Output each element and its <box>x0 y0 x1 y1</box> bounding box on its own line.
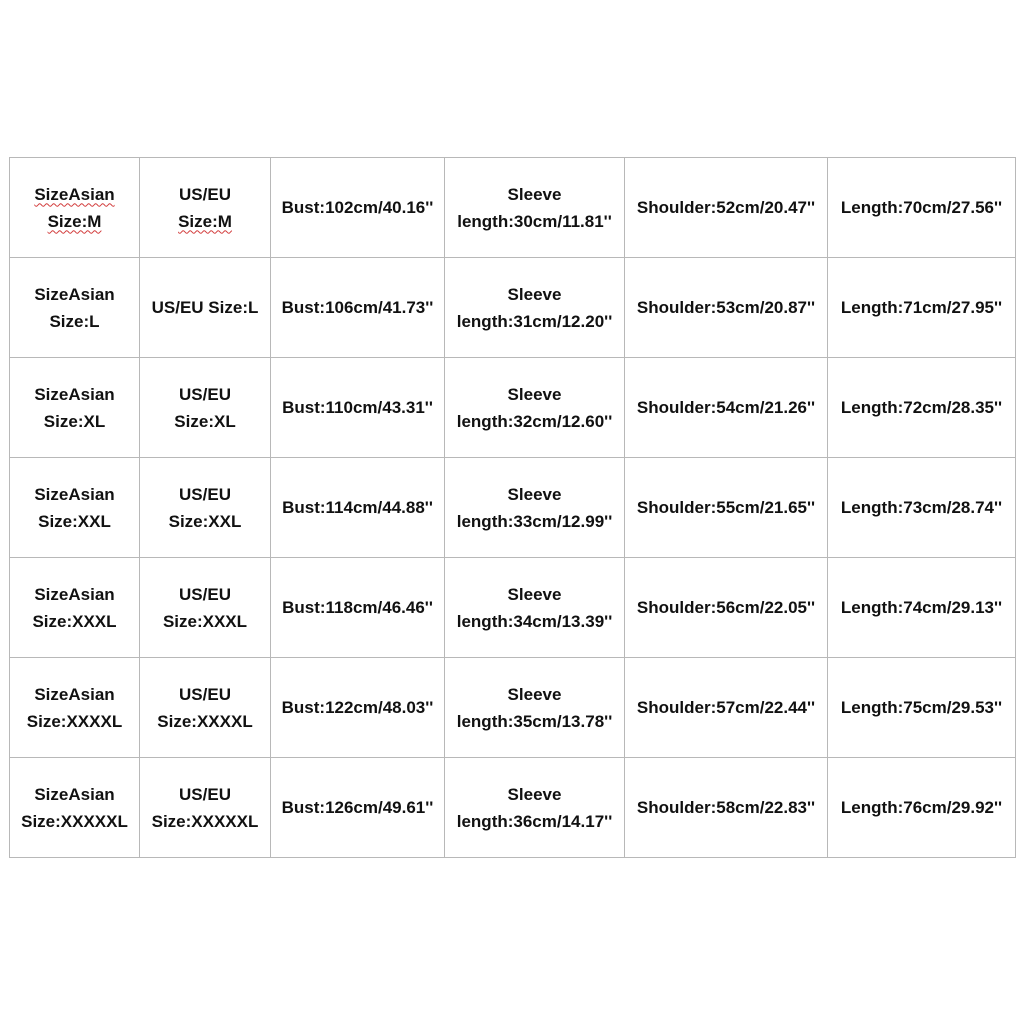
table-row <box>10 258 1016 358</box>
sleeve-value: length:32cm/12.60'' <box>456 411 613 431</box>
us-eu-size-label: US/EU <box>179 584 231 604</box>
length-cell: Length:74cm/29.13'' <box>828 558 1016 658</box>
sleeve-cell <box>445 758 625 858</box>
bust-cell: Bust:118cm/46.46'' <box>271 558 445 658</box>
length-cell: Length:71cm/27.95'' <box>828 258 1016 358</box>
sleeve-value: length:31cm/12.20'' <box>456 311 613 331</box>
shoulder-cell: Shoulder:52cm/20.47'' <box>625 158 828 258</box>
sleeve-label: Sleeve <box>507 684 562 704</box>
us-eu-size-cell <box>140 758 271 858</box>
us-eu-size-value: Size:XXXL <box>162 611 248 631</box>
asian-size-label: SizeAsian <box>34 484 115 504</box>
bust-cell: Bust:106cm/41.73'' <box>271 258 445 358</box>
sleeve-value: length:36cm/14.17'' <box>456 811 613 831</box>
shoulder-cell: Shoulder:54cm/21.26'' <box>625 358 828 458</box>
sleeve-cell <box>445 458 625 558</box>
us-eu-size-cell <box>140 658 271 758</box>
us-eu-size-cell <box>140 558 271 658</box>
sleeve-label: Sleeve <box>507 784 562 804</box>
shoulder-cell: Shoulder:57cm/22.44'' <box>625 658 828 758</box>
table-row <box>10 558 1016 658</box>
us-eu-size-value: Size:XXL <box>168 511 242 531</box>
asian-size-cell <box>10 458 140 558</box>
bust-cell: Bust:126cm/49.61'' <box>271 758 445 858</box>
asian-size-label: SizeAsian <box>34 684 115 704</box>
us-eu-size-value: Size:M <box>178 211 232 231</box>
asian-size-value: Size:XL <box>43 411 106 431</box>
asian-size-label: SizeAsian <box>34 584 115 604</box>
us-eu-size-label: US/EU <box>179 784 231 804</box>
asian-size-cell <box>10 758 140 858</box>
length-cell: Length:76cm/29.92'' <box>828 758 1016 858</box>
asian-size-value: Size:XXXXL <box>26 711 123 731</box>
table-row <box>10 158 1016 258</box>
asian-size-value: Size:XXXL <box>32 611 117 631</box>
sleeve-value: length:35cm/13.78'' <box>456 711 613 731</box>
us-eu-size-cell <box>140 458 271 558</box>
sleeve-cell <box>445 558 625 658</box>
length-cell: Length:73cm/28.74'' <box>828 458 1016 558</box>
asian-size-label: SizeAsian <box>34 784 115 804</box>
sleeve-label: Sleeve <box>507 384 562 404</box>
sleeve-cell <box>445 658 625 758</box>
us-eu-size-cell <box>140 258 271 358</box>
sleeve-cell <box>445 358 625 458</box>
sleeve-cell <box>445 158 625 258</box>
table-row <box>10 658 1016 758</box>
us-eu-size-label: US/EU Size:L <box>151 298 259 317</box>
asian-size-value: Size:M <box>47 211 102 231</box>
asian-size-cell <box>10 358 140 458</box>
asian-size-cell <box>10 658 140 758</box>
sleeve-label: Sleeve <box>507 284 562 304</box>
sleeve-value: length:34cm/13.39'' <box>456 611 613 631</box>
us-eu-size-label: US/EU <box>179 484 231 504</box>
asian-size-value: Size:L <box>49 311 100 331</box>
size-chart-table <box>9 157 1016 858</box>
shoulder-cell: Shoulder:58cm/22.83'' <box>625 758 828 858</box>
bust-cell: Bust:114cm/44.88'' <box>271 458 445 558</box>
length-cell: Length:70cm/27.56'' <box>828 158 1016 258</box>
us-eu-size-value: Size:XL <box>174 411 236 431</box>
asian-size-label: SizeAsian <box>34 384 115 404</box>
asian-size-cell <box>10 158 140 258</box>
sleeve-value: length:33cm/12.99'' <box>456 511 613 531</box>
table-row <box>10 458 1016 558</box>
shoulder-cell: Shoulder:53cm/20.87'' <box>625 258 828 358</box>
table-row <box>10 758 1016 858</box>
us-eu-size-cell <box>140 158 271 258</box>
sleeve-cell <box>445 258 625 358</box>
us-eu-size-label: US/EU <box>179 684 231 704</box>
sleeve-value: length:30cm/11.81'' <box>457 211 612 231</box>
asian-size-label: SizeAsian <box>34 284 115 304</box>
sleeve-label: Sleeve <box>507 484 562 504</box>
asian-size-value: Size:XXL <box>38 511 111 531</box>
us-eu-size-cell <box>140 358 271 458</box>
asian-size-cell <box>10 558 140 658</box>
length-cell: Length:75cm/29.53'' <box>828 658 1016 758</box>
us-eu-size-label: US/EU <box>179 384 231 404</box>
bust-cell: Bust:122cm/48.03'' <box>271 658 445 758</box>
asian-size-cell <box>10 258 140 358</box>
us-eu-size-value: Size:XXXXXL <box>151 811 259 831</box>
bust-cell: Bust:102cm/40.16'' <box>271 158 445 258</box>
sleeve-label: Sleeve <box>507 184 562 204</box>
us-eu-size-value: Size:XXXXL <box>157 711 253 731</box>
sleeve-label: Sleeve <box>507 584 562 604</box>
table-row <box>10 358 1016 458</box>
shoulder-cell: Shoulder:55cm/21.65'' <box>625 458 828 558</box>
asian-size-label: SizeAsian <box>34 184 115 204</box>
length-cell: Length:72cm/28.35'' <box>828 358 1016 458</box>
us-eu-size-label: US/EU <box>179 184 231 204</box>
bust-cell: Bust:110cm/43.31'' <box>271 358 445 458</box>
asian-size-value: Size:XXXXXL <box>21 811 128 831</box>
shoulder-cell: Shoulder:56cm/22.05'' <box>625 558 828 658</box>
